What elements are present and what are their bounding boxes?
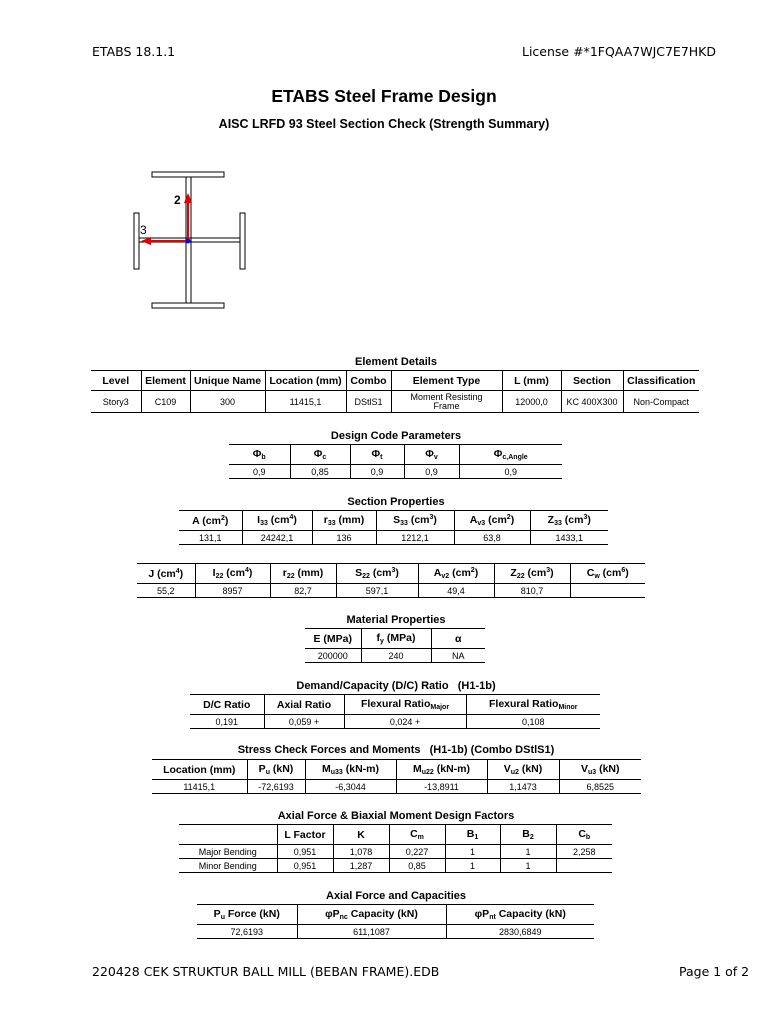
cell-l-factor: 0,951 — [277, 845, 333, 859]
cell-l-factor: 0,951 — [277, 859, 333, 873]
cell-flexural-minor: 0,108 — [466, 715, 600, 729]
col-s22: $S_{22}$ $(cm^3)$ — [336, 564, 418, 584]
cell-phi-t: 0,9 — [350, 465, 404, 479]
cell-unique-name: 300 — [190, 391, 265, 413]
design-code-table — [229, 444, 562, 479]
col-pu: $P_u$ (kN) — [247, 760, 305, 780]
table-row — [197, 925, 594, 939]
material-title: Material Properties — [346, 614, 446, 626]
col-cw: $C_w$ $(cm^6)$ — [570, 564, 645, 584]
stress-check-title: Stress Check Forces and Moments (H1-1b) (Combo DStlS1) — [237, 744, 555, 756]
cell-phi-c: 0,85 — [290, 465, 350, 479]
cell-j: 55,2 — [137, 584, 195, 598]
col-mu33: $M_{u33}$ (kN-m) — [305, 760, 396, 780]
cell-r22: 82,7 — [270, 584, 336, 598]
cell-fy: 240 — [361, 649, 431, 663]
col-flexural-major: Flexural Ratio$_{Major}$ — [344, 695, 466, 715]
col-i22: $I_{22}$ $(cm^4)$ — [195, 564, 270, 584]
col-element-type: Element Type — [391, 371, 502, 391]
cell-b1: 1 — [445, 845, 500, 859]
col-phi-c-angle: $\Phi_{c,Angle}$ — [459, 445, 562, 465]
col-combo: Combo — [346, 371, 391, 391]
table-row — [179, 859, 612, 873]
axis-2-label: 2 — [174, 193, 181, 207]
cell-e: 200000 — [305, 649, 361, 663]
cell-phi-pnc: 611,1087 — [297, 925, 446, 939]
axial-capacities-title: Axial Force and Capacities — [326, 890, 466, 902]
stress-check-table — [152, 759, 641, 794]
col-pu-force: $P_u$ Force (kN) — [197, 905, 297, 925]
cell-z22: 810,7 — [494, 584, 570, 598]
col-phi-v: $\Phi_v$ — [404, 445, 459, 465]
col-blank — [179, 825, 277, 845]
col-phi-t: $\Phi_t$ — [350, 445, 404, 465]
col-phi-pnc: $\varphi P_{nc}$ Capacity (kN) — [297, 905, 446, 925]
col-dc-ratio: D/C Ratio — [190, 695, 264, 715]
cell-element: C109 — [141, 391, 190, 413]
col-k: K — [333, 825, 389, 845]
col-section: Section — [561, 371, 623, 391]
col-flexural-minor: Flexural Ratio$_{Minor}$ — [466, 695, 600, 715]
col-l-factor: L Factor — [277, 825, 333, 845]
col-mu22: $M_{u22}$ (kN-m) — [396, 760, 487, 780]
cell-pu: -72,6193 — [247, 780, 305, 794]
section-properties-table-1 — [179, 510, 608, 545]
col-j: J $(cm^4)$ — [137, 564, 195, 584]
section-properties-table-2 — [137, 563, 645, 598]
col-vu3: $V_{u3}$ (kN) — [559, 760, 641, 780]
cell-length: 12000,0 — [502, 391, 561, 413]
header-software-version: ETABS 18.1.1 — [92, 44, 176, 59]
col-r33: $r_{33}$ (mm) — [312, 511, 376, 531]
col-fy: $f_y$ (MPa) — [361, 629, 431, 649]
cell-bending-type: Minor Bending — [179, 859, 277, 873]
col-alpha: α — [431, 629, 485, 649]
col-b2: $B_2$ — [500, 825, 556, 845]
cell-k: 1,078 — [333, 845, 389, 859]
cell-axial-ratio: 0,059 + — [264, 715, 344, 729]
cell-vu3: 6,8525 — [559, 780, 641, 794]
bottom-flange — [152, 303, 224, 308]
cell-k: 1,287 — [333, 859, 389, 873]
col-av2: $A_{v2}$ $(cm^2)$ — [418, 564, 494, 584]
col-cb: $C_b$ — [556, 825, 612, 845]
col-e: E (MPa) — [305, 629, 361, 649]
cell-area: 131,1 — [179, 531, 242, 545]
table-row — [179, 531, 608, 545]
cell-z33: 1433,1 — [530, 531, 608, 545]
table-row — [305, 649, 485, 663]
axial-capacities-table — [197, 904, 594, 939]
cell-s33: 1212,1 — [376, 531, 454, 545]
right-flange — [240, 213, 245, 269]
table-row — [190, 715, 600, 729]
col-vu2: $V_{u2}$ (kN) — [487, 760, 559, 780]
col-i33: $I_{33}$ $(cm^4)$ — [242, 511, 312, 531]
col-b1: $B_1$ — [445, 825, 500, 845]
table-row — [137, 584, 645, 598]
col-location: Location (mm) — [265, 371, 346, 391]
cell-level: Story3 — [91, 391, 141, 413]
cell-av3: 63,8 — [454, 531, 530, 545]
cell-alpha: NA — [431, 649, 485, 663]
cell-i22: 8957 — [195, 584, 270, 598]
cell-bending-type: Major Bending — [179, 845, 277, 859]
header-license: License #*1FQAA7WJC7E7HKD — [522, 44, 717, 59]
cell-r33: 136 — [312, 531, 376, 545]
cell-location: 11415,1 — [152, 780, 247, 794]
col-r22: $r_{22}$ (mm) — [270, 564, 336, 584]
element-details-title: Element Details — [355, 356, 437, 368]
col-classification: Classification — [623, 371, 699, 391]
cell-dc-ratio: 0,191 — [190, 715, 264, 729]
cell-mu22: -13,8911 — [396, 780, 487, 794]
col-cm: $C_m$ — [389, 825, 445, 845]
col-z33: $Z_{33}$ $(cm^3)$ — [530, 511, 608, 531]
cell-b2: 1 — [500, 859, 556, 873]
report-title: ETABS Steel Frame Design — [271, 86, 497, 106]
cell-phi-v: 0,9 — [404, 465, 459, 479]
cell-classification: Non-Compact — [623, 391, 699, 413]
cell-location: 11415,1 — [265, 391, 346, 413]
cell-b1: 1 — [445, 859, 500, 873]
footer-filename: 220428 CEK STRUKTUR BALL MILL (BEBAN FRAME).EDB — [92, 964, 440, 979]
cell-pu-force: 72,6193 — [197, 925, 297, 939]
cell-s22: 597,1 — [336, 584, 418, 598]
biaxial-title: Axial Force & Biaxial Moment Design Factors — [277, 810, 515, 822]
col-z22: $Z_{22}$ $(cm^3)$ — [494, 564, 570, 584]
table-row — [179, 845, 612, 859]
col-length: L (mm) — [502, 371, 561, 391]
table-row — [91, 391, 699, 413]
col-phi-b: $\Phi_b$ — [229, 445, 290, 465]
design-code-title: Design Code Parameters — [330, 430, 462, 442]
col-phi-pnt: $\varphi P_{nt}$ Capacity (kN) — [446, 905, 594, 925]
cell-cw — [570, 584, 645, 598]
cell-mu33: -6,3044 — [305, 780, 396, 794]
cell-phi-b: 0,9 — [229, 465, 290, 479]
col-s33: $S_{33}$ $(cm^3)$ — [376, 511, 454, 531]
cell-phi-pnt: 2830,6849 — [446, 925, 594, 939]
table-row — [229, 465, 562, 479]
dc-ratio-title: Demand/Capacity (D/C) Ratio (H1-1b) — [296, 680, 496, 692]
cell-cm: 0,227 — [389, 845, 445, 859]
axis-3-label: 3 — [140, 223, 147, 237]
col-level: Level — [91, 371, 141, 391]
report-subtitle: AISC LRFD 93 Steel Section Check (Strength Summary) — [218, 117, 550, 131]
section-diagram — [120, 165, 260, 315]
material-table — [305, 628, 485, 663]
origin-point — [186, 239, 191, 244]
col-axial-ratio: Axial Ratio — [264, 695, 344, 715]
table-row — [152, 780, 641, 794]
cell-flexural-major: 0,024 + — [344, 715, 466, 729]
left-flange — [134, 213, 139, 269]
cell-av2: 49,4 — [418, 584, 494, 598]
col-location: Location (mm) — [152, 760, 247, 780]
cell-cm: 0,85 — [389, 859, 445, 873]
cell-section: KC 400X300 — [561, 391, 623, 413]
cell-cb: 2,258 — [556, 845, 612, 859]
cell-vu2: 1,1473 — [487, 780, 559, 794]
dc-ratio-table — [190, 694, 600, 729]
col-phi-c: $\Phi_c$ — [290, 445, 350, 465]
cell-combo: DStlS1 — [346, 391, 391, 413]
cell-cb — [556, 859, 612, 873]
col-av3: $A_{v3}$ $(cm^2)$ — [454, 511, 530, 531]
col-element: Element — [141, 371, 190, 391]
section-properties-title: Section Properties — [347, 496, 445, 508]
cell-element-type: Moment Resisting Frame — [391, 391, 502, 413]
col-area: A $(cm^2)$ — [179, 511, 242, 531]
footer-page-number: Page 1 of 2 — [679, 964, 750, 979]
top-flange — [152, 172, 224, 177]
biaxial-table — [179, 824, 612, 873]
col-unique-name: Unique Name — [190, 371, 265, 391]
element-details-table — [91, 370, 699, 413]
cell-b2: 1 — [500, 845, 556, 859]
cell-phi-c-angle: 0,9 — [459, 465, 562, 479]
cell-i33: 24242,1 — [242, 531, 312, 545]
